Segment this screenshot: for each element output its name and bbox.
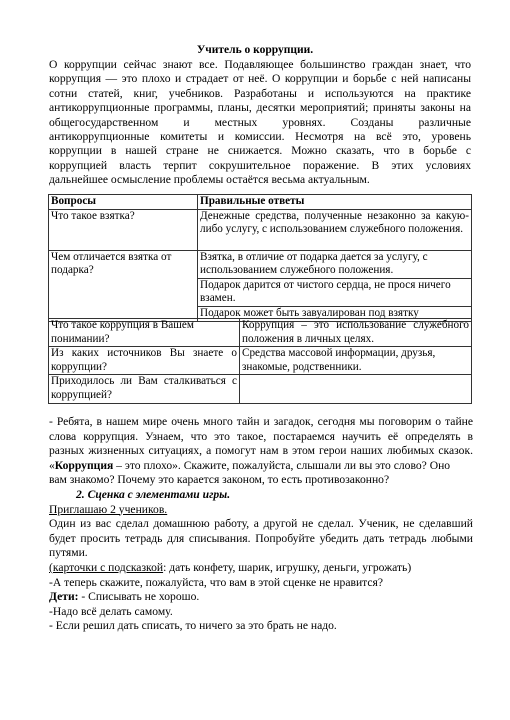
answer-cell: Средства массовой информации, друзья, знакомые, родственники. [240,347,472,375]
table-row [49,375,472,403]
answer-part: Подарок дарится от чистого сердца, не прося ничего взамен. [198,279,471,307]
question-cell: Что такое коррупция в Вашем понимании? [49,319,240,347]
intro-line: антикоррупционные программы, планы, десятки мероприятий; приняты законы на [49,101,471,115]
kids-label: Дети: [49,590,79,604]
text-line [49,590,473,605]
table-row [49,209,472,250]
intro-line: коррупцией власть терпит сокрушительное поражение. В этих условиях [49,158,471,172]
intro-line: антикоррупционные комитеты и комиссии. Несмотря на всё это, уровень [49,130,471,144]
text-line: Один из вас сделал домашнюю работу, а другой не сделал. Ученик, не сделавший [49,517,473,531]
question-cell: Приходилось ли Вам сталкиваться с коррупцией? [49,375,240,403]
question-cell: Что такое взятка? [49,209,198,250]
question-cell: Из каких источников Вы знаете о коррупции? [49,347,240,375]
text-line: путями. [49,546,88,560]
intro-line: коррупция — это плохо и страдает от неё. О коррупции и борьбе с ней написаны [49,72,471,86]
answer-cell [198,250,472,321]
section-heading: 2. Сценка с элементами игры. [76,487,231,501]
questions-table [48,194,472,322]
page-title: Учитель о коррупции. [196,44,314,56]
header-answers: Правильные ответы [198,195,472,210]
intro-line: общегосударственном и местных уровнях. Созданы различные [49,115,471,129]
intro-line: О коррупции сейчас знают все. Подавляющее большинство граждан знает, что [49,58,471,71]
intro-line: дальнейшее осмысление проблемы остаётся весьма актуальным. [49,173,370,187]
answer-part: Взятка, в отличие от подарка дается за услугу, с использованием служебного положения. [198,251,471,279]
text-line [49,561,473,576]
answer-cell [240,375,472,403]
text-line: - Если решил дать списать, то ничего за это брать не надо. [49,619,337,633]
text-line: - Ребята, в нашем мире очень много тайн и загадок, сегодня мы поговорим о тайне [49,415,473,428]
intro-line: коррупции в нашей стране не снижается. Можно сказать, что в борьбе с [49,144,471,158]
table-row [49,319,472,347]
header-questions: Вопросы [49,195,198,210]
text-fragment: - Списывать не хорошо. [78,590,200,604]
table-row [49,347,472,375]
text-line: -Надо всё делать самому. [49,604,173,618]
intro-paragraph [49,58,471,188]
cards-label: (карточки с подсказкой [49,560,164,574]
lesson-text [49,415,473,634]
text-line: слова коррупция. Узнаем, что это такое, постараемся научить её определять в [49,429,473,443]
answer-cell: Коррупция – это использование служебного положения в личных целях. [240,319,472,347]
table-row [49,195,472,210]
survey-table [48,318,472,404]
text-line [49,459,473,474]
text-line: вам знакомо? Почему это карается законом, то есть противозаконно? [49,473,390,487]
intro-line: сотни статей, книг, учебников. Разработаны и используются на практике [49,86,471,100]
text-line: -А теперь скажите, пожалуйста, что вам в этой сценке не нравится? [49,575,384,589]
text-line: Приглашаю 2 учеников. [49,502,168,516]
term-bold: Коррупция [54,458,114,472]
answer-cell: Денежные средства, полученные незаконно за какую-либо услугу, с использованием служебного положения. [198,209,472,250]
text-fragment: – это плохо». Скажите, пожалуйста, слышали ли вы это слово? Оно [113,458,451,472]
quote-mark: « [49,458,55,472]
text-line: разных жизненных ситуациях, а помогут нам в этом герои наших любимых сказок. [49,444,473,458]
table-row [49,250,472,321]
text-fragment: : дать конфету, шарик, игрушку, деньги, угрожать) [163,560,412,574]
answer-part: Подарок может быть завуалирован под взятку [200,306,419,319]
text-line: будет просить тетрадь для списывания. Попробуйте убедить дать тетрадь любыми [49,531,473,545]
question-cell: Чем отличается взятка от подарка? [49,250,198,321]
